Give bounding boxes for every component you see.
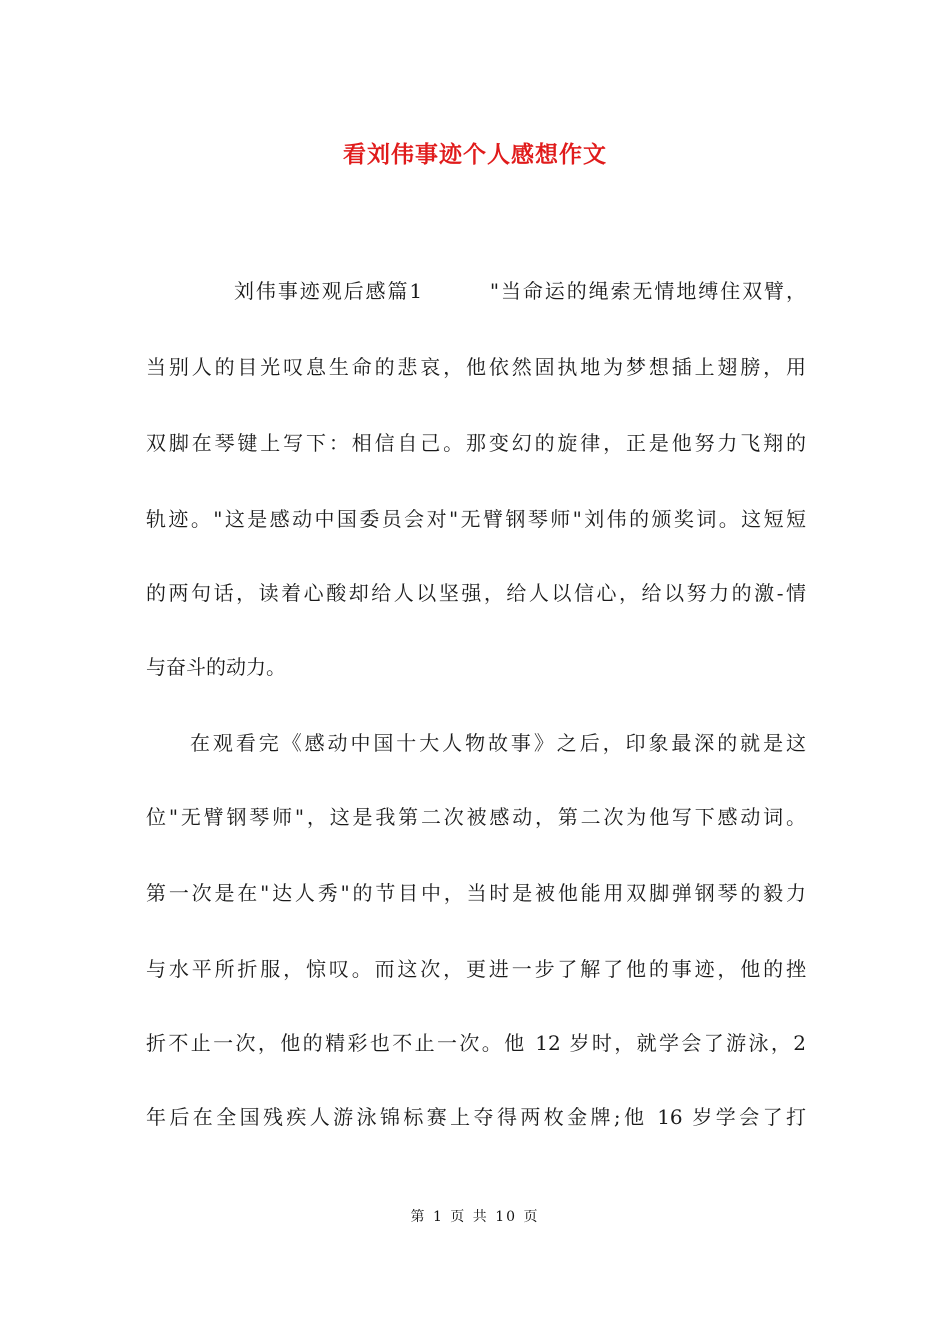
text-line: 刘伟事迹观后感篇1 "当命运的绳索无情地缚住双臂， (234, 279, 806, 303)
page-footer: 第 1 页 共 10 页 (410, 1209, 540, 1225)
text-line: 年后在全国残疾人游泳锦标赛上夺得两枚金牌;他 16 岁学会了打 (146, 1105, 806, 1129)
text-line: 与奋斗的动力。 (146, 655, 286, 679)
text-line: 在观看完《感动中国十大人物故事》之后，印象最深的就是这 (190, 731, 806, 755)
text-line: 双脚在琴键上写下：相信自己。那变幻的旋律，正是他努力飞翔的 (146, 431, 806, 455)
text-line: 当别人的目光叹息生命的悲哀，他依然固执地为梦想插上翅膀，用 (146, 355, 806, 379)
text-line: 的两句话，读着心酸却给人以坚强，给人以信心，给以努力的激-情 (146, 581, 806, 605)
text-line: 折不止一次，他的精彩也不止一次。他 12 岁时，就学会了游泳，2 (146, 1031, 806, 1055)
text-line: 与水平所折服，惊叹。而这次，更进一步了解了他的事迹，他的挫 (146, 957, 806, 981)
text-line: 轨迹。"这是感动中国委员会对"无臂钢琴师"刘伟的颁奖词。这短短 (146, 507, 806, 531)
page-title: 看刘伟事迹个人感想作文 (343, 141, 607, 168)
text-line: 第一次是在"达人秀"的节目中，当时是被他能用双脚弹钢琴的毅力 (146, 881, 806, 905)
text-line: 位"无臂钢琴师"，这是我第二次被感动，第二次为他写下感动词。 (146, 805, 806, 829)
